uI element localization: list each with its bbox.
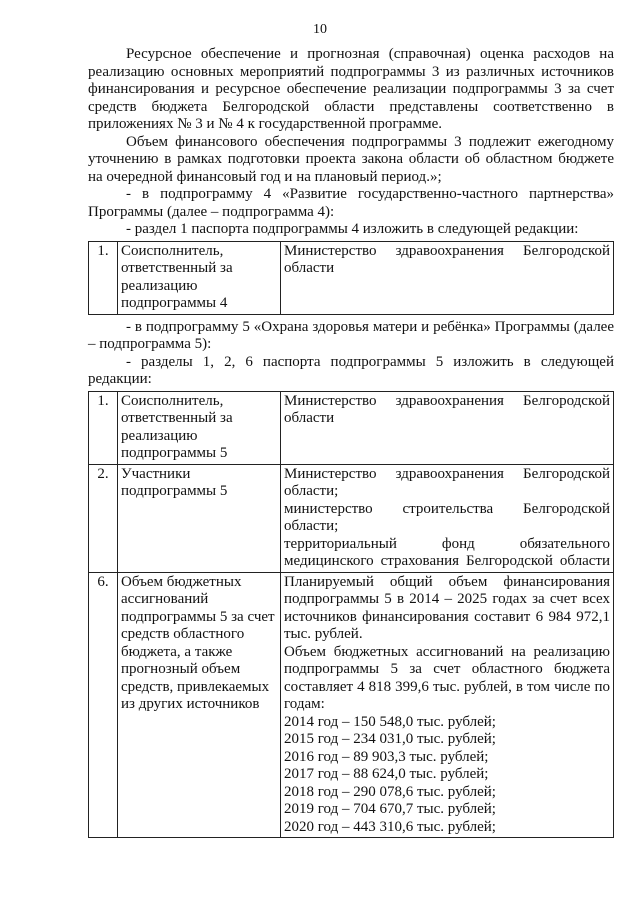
year-line: 2017 год – 88 624,0 тыс. рублей; (284, 766, 489, 782)
row-number: 2. (89, 464, 118, 572)
participant-ministry-construction: министерство строительства Белгородской области; (284, 500, 610, 534)
row-value (281, 572, 614, 838)
year-line: 2018 год – 290 078,6 тыс. рублей; (284, 783, 496, 800)
year-line: 2019 год – 704 670,7 тыс. рублей; (284, 801, 496, 817)
table-row (89, 464, 614, 572)
total-financing-text: Планируемый общий объем финансирования подпрограммы 5 в 2014 – 2025 годах за счет всех источников финансирования составит 6 984 972,1 тыс. рублей. (284, 573, 610, 642)
passport-table-sp4 (88, 241, 614, 315)
regional-budget-text: Объем бюджетных ассигнований на реализацию подпрограммы 5 за счет областного бюджета составляет 4 818 399,6 тыс. рублей, в том числе по годам: (284, 643, 610, 712)
row-label: Соисполнитель, ответственный за реализацию подпрограммы 5 (118, 391, 281, 464)
year-line: 2020 год – 443 310,6 тыс. рублей; (284, 818, 496, 835)
paragraph-sections-sp5: - разделы 1, 2, 6 паспорта подпрограммы 5 изложить в следующей редакции: (88, 353, 614, 387)
row-value (281, 464, 614, 572)
row-value (281, 391, 614, 464)
document-body (88, 46, 614, 842)
year-line: 2016 год – 89 903,3 тыс. рублей; (284, 748, 489, 765)
year-line: 2014 год – 150 548,0 тыс. рублей; (284, 713, 496, 730)
page-number: 10 (313, 22, 327, 37)
participant-ministry-health: Министерство здравоохранения Белгородской области; (284, 465, 610, 499)
passport-table-sp5 (88, 391, 614, 839)
year-line: 2015 год – 234 031,0 тыс. рублей; (284, 731, 496, 747)
paragraph-resources: Ресурсное обеспечение и прогнозная (справочная) оценка расходов на реализацию основных мероприятий подпрограммы 3 из различных источников финансирования и ресурсное обеспечение реализации подпрограммы 3 за счет средств бюджета Белгородской области представлены соответственно в приложениях № 3 и № 4 к государственной программе. (88, 46, 614, 132)
paragraph-section-1-sp4: - раздел 1 паспорта подпрограммы 4 изложить в следующей редакции: (126, 221, 579, 237)
table-row (89, 241, 614, 314)
paragraph-subprogram-4: - в подпрограмму 4 «Развитие государственно-частного партнерства» Программы (далее – подпрограмма 4): (88, 186, 614, 220)
table-row (89, 391, 614, 464)
paragraph-subprogram-5: - в подпрограмму 5 «Охрана здоровья матери и ребёнка» Программы (далее – подпрограмма 5): (88, 318, 614, 352)
row-number: 1. (89, 391, 118, 464)
table-row (89, 572, 614, 838)
row-label: Участники подпрограммы 5 (118, 464, 281, 572)
row-value-text: Министерство здравоохранения Белгородской области (284, 392, 610, 426)
row-label: Соисполнитель, ответственный за реализацию подпрограммы 4 (118, 241, 281, 314)
participant-insurance-fund: территориальный фонд обязательного медицинского страхования Белгородской области (284, 535, 610, 569)
row-number: 1. (89, 241, 118, 314)
row-label: Объем бюджетных ассигнований подпрограммы 5 за счет средств областного бюджета, а также прогнозный объем средств, привлекаемых из других источников (118, 572, 281, 838)
row-number: 6. (89, 572, 118, 838)
paragraph-financing: Объем финансового обеспечения подпрограммы 3 подлежит ежегодному уточнению в рамках подготовки проекта закона области об областном бюджете на очередной финансовый год и на плановый период.»; (88, 133, 614, 185)
row-value (281, 241, 614, 314)
row-value-text: Министерство здравоохранения Белгородской области (284, 242, 610, 276)
